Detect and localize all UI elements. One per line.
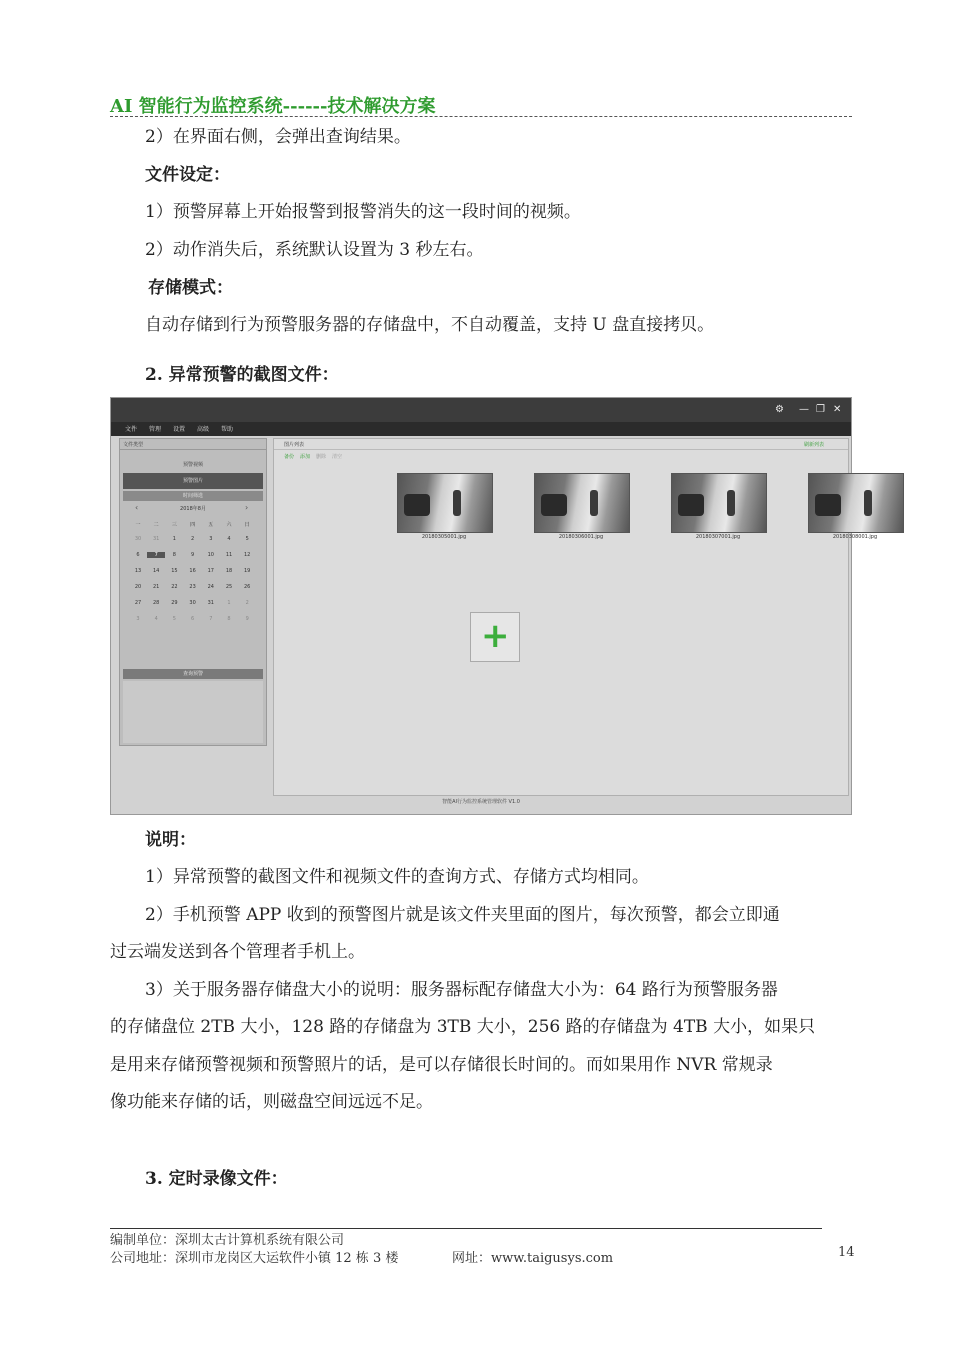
software-screenshot [110,397,878,815]
image-filename: 20180306001.jpg [558,534,604,540]
image-filename: 20180308001.jpg [832,534,878,540]
paragraph: 1）异常预警的截图文件和视频文件的查询方式、存储方式均相同。 [145,867,649,887]
calendar-day[interactable]: 30 [189,600,196,606]
plus-icon: + [481,616,510,656]
heading-section-3: 3. 定时录像文件： [145,1169,288,1189]
calendar-day[interactable]: 31 [207,600,214,606]
paragraph: 过云端发送到各个管理者手机上。 [110,942,365,962]
calendar-day[interactable]: 3 [209,536,213,542]
calendar-day[interactable]: 1 [227,600,231,606]
menu-bar [111,422,851,436]
left-panel-title: 文件类型 [123,442,144,448]
left-item-image[interactable]: 预警图片 [123,473,263,489]
calendar-month: 2018年8月 [180,506,206,512]
restore-icon[interactable]: ❐ [816,404,825,415]
calendar-day[interactable]: 5 [172,616,176,622]
footer-address: 公司地址：深圳市龙岗区大运软件小镇 12 栋 3 楼 [110,1251,399,1266]
calendar-weekday: 六 [226,522,232,528]
page-number: 14 [838,1245,855,1260]
toolbar-backup[interactable]: 备份 [284,454,295,460]
refresh-button[interactable]: 刷新列表 [804,442,825,448]
calendar-day[interactable]: 2 [191,536,195,542]
footer-website: 网址：www.taigusys.com [452,1251,614,1266]
calendar-day[interactable]: 21 [153,584,160,590]
image-thumbnail[interactable] [671,473,767,533]
calendar-weekday: 日 [244,522,250,528]
calendar-day[interactable]: 5 [245,536,249,542]
heading-storage-mode: 存储模式： [148,278,233,298]
chevron-right-icon[interactable]: › [245,503,249,512]
calendar-day[interactable]: 4 [227,536,231,542]
menu-help[interactable]: 帮助 [221,426,234,433]
calendar-weekday: 三 [171,522,177,528]
heading-section-2: 2. 异常预警的截图文件： [145,365,339,385]
footer-company: 编制单位：深圳太古计算机系统有限公司 [110,1233,345,1248]
calendar-day[interactable]: 16 [189,568,196,574]
query-button[interactable]: 查询预警 [123,669,263,679]
toolbar-add[interactable]: 添加 [300,454,311,460]
minimize-icon[interactable]: — [799,404,809,415]
paragraph: 的存储盘位 2TB 大小，128 路的存储盘为 3TB 大小，256 路的存储盘为 4TB 大小，如果只 [110,1017,816,1037]
image-filename: 20180305001.jpg [421,534,467,540]
window-titlebar [111,398,851,422]
calendar-day[interactable]: 4 [154,616,158,622]
heading-note: 说明： [145,830,196,850]
paragraph: 1）预警屏幕上开始报警到报警消失的这一段时间的视频。 [145,202,581,222]
calendar-day[interactable]: 1 [172,536,176,542]
add-image-button[interactable] [470,612,520,662]
right-panel-title: 图片列表 [284,442,305,448]
calendar-day[interactable]: 29 [171,600,178,606]
paragraph: 2）在界面右侧，会弹出查询结果。 [145,127,411,147]
calendar-day[interactable]: 22 [171,584,178,590]
chevron-left-icon[interactable]: ‹ [135,503,139,512]
calendar-day[interactable]: 8 [227,616,231,622]
calendar-weekday: 一 [135,522,141,528]
calendar-day[interactable]: 19 [244,568,251,574]
calendar-day[interactable]: 18 [225,568,233,574]
calendar-day[interactable]: 28 [153,600,160,606]
calendar-day[interactable]: 12 [244,552,251,558]
calendar-weekday: 五 [208,522,214,528]
gear-icon[interactable]: ⚙ [775,404,784,415]
menu-file[interactable]: 文件 [125,426,138,433]
toolbar-delete[interactable]: 删除 [316,454,327,460]
image-thumbnail[interactable] [808,473,904,533]
image-thumbnail[interactable] [534,473,630,533]
image-thumbnail[interactable] [397,473,493,533]
menu-advanced[interactable]: 高级 [197,426,210,433]
calendar-day[interactable]: 6 [136,552,140,558]
toolbar-clear[interactable]: 清空 [332,454,343,460]
calendar-day[interactable]: 20 [134,584,142,590]
image-filename: 20180307001.jpg [695,534,741,540]
paragraph: 像功能来存储的话，则磁盘空间远远不足。 [110,1092,433,1112]
calendar-day[interactable]: 14 [153,568,160,574]
calendar-weekday: 二 [153,522,159,528]
paragraph: 2）手机预警 APP 收到的预警图片就是该文件夹里面的图片，每次预警，都会立即通 [145,905,780,925]
calendar-day[interactable]: 30 [134,536,142,542]
menu-settings[interactable]: 设置 [173,426,186,433]
calendar-day[interactable]: 8 [172,552,176,558]
calendar-day[interactable]: 9 [245,616,249,622]
left-item-video[interactable]: 预警视频 [182,462,203,468]
paragraph: 是用来存储预警视频和预警照片的话，是可以存储很长时间的。而如果用作 NVR 常规录 [110,1055,773,1075]
calendar-day[interactable]: 25 [225,584,233,590]
calendar-day[interactable]: 3 [136,616,140,622]
calendar-day[interactable]: 24 [207,584,214,590]
calendar-day[interactable]: 31 [153,536,160,542]
left-item-time-filter[interactable]: 时间筛选 [123,491,263,501]
header-divider [110,116,852,117]
paragraph: 2）动作消失后，系统默认设置为 3 秒左右。 [145,240,484,260]
heading-file-setting: 文件设定： [145,165,230,185]
calendar-day[interactable]: 9 [191,552,195,558]
calendar-day[interactable]: 6 [191,616,195,622]
calendar-day[interactable]: 17 [207,568,214,574]
calendar-weekday: 四 [190,522,196,528]
calendar-day[interactable]: 7 [209,616,213,622]
calendar-day[interactable]: 26 [244,584,251,590]
paragraph: 3）关于服务器存储盘大小的说明：服务器标配存储盘大小为：64 路行为预警服务器 [145,980,778,1000]
calendar-day[interactable]: 10 [207,552,214,558]
close-icon[interactable]: ✕ [833,404,842,415]
paragraph: 自动存储到行为预警服务器的存储盘中，不自动覆盖，支持 U 盘直接拷贝。 [145,315,715,335]
calendar-day[interactable]: 23 [189,584,196,590]
calendar-day[interactable]: 15 [171,568,178,574]
menu-manage[interactable]: 管理 [149,426,162,433]
left-panel [119,438,267,746]
result-list [123,681,263,743]
calendar-day[interactable]: 11 [225,552,233,558]
calendar-day[interactable]: 13 [134,568,142,574]
calendar-day[interactable]: 7 [147,552,165,558]
calendar-day[interactable]: 2 [245,600,249,606]
calendar-day[interactable]: 27 [134,600,142,606]
header-title: AI 智能行为监控系统------技术解决方案 [110,96,436,117]
right-panel [273,438,878,796]
status-bar: 智能AI行为监控系统管理软件 V1.0 [442,799,520,805]
